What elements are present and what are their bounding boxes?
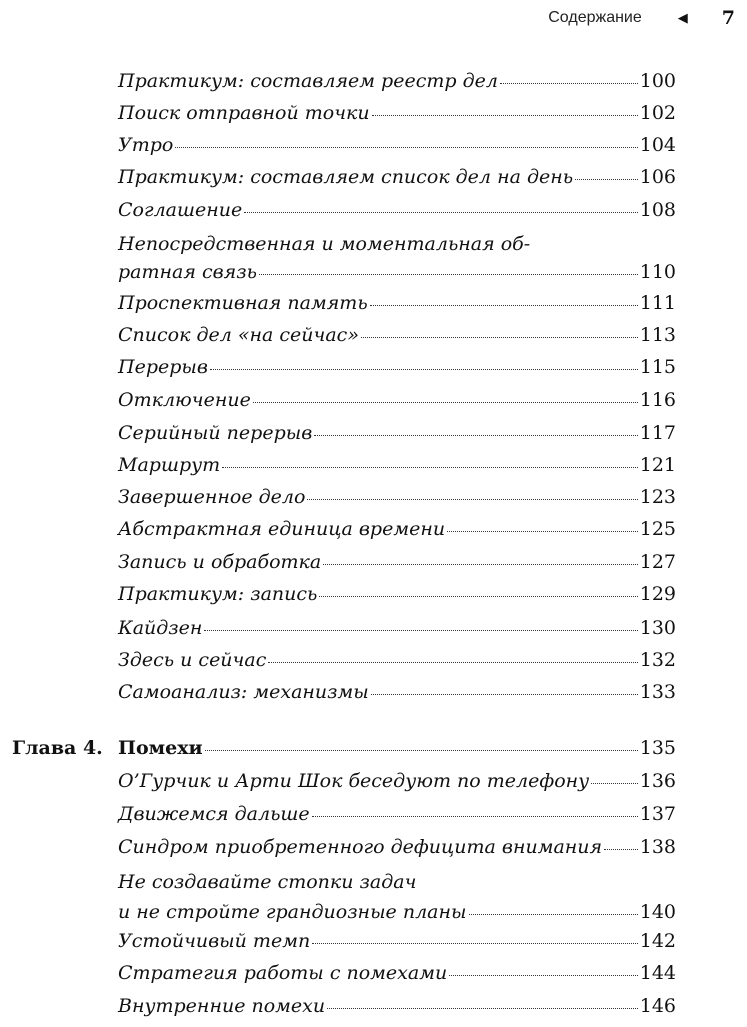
toc-entry[interactable] bbox=[118, 803, 676, 825]
toc-entry-page: 130 bbox=[639, 617, 676, 639]
leader-dots bbox=[370, 305, 638, 306]
toc-entry[interactable] bbox=[118, 422, 676, 444]
chapter-title: Помехи bbox=[118, 737, 203, 759]
toc-entry[interactable] bbox=[118, 649, 676, 671]
leader-dots bbox=[591, 783, 638, 784]
leader-dots bbox=[210, 369, 638, 370]
leader-dots bbox=[323, 564, 638, 565]
toc-entry[interactable] bbox=[118, 995, 676, 1017]
leader-dots bbox=[244, 212, 637, 213]
toc-entry[interactable] bbox=[118, 166, 676, 188]
leader-dots bbox=[447, 531, 638, 532]
leader-dots bbox=[314, 435, 637, 436]
toc-entry-page: 121 bbox=[639, 454, 676, 476]
chapter-page: 135 bbox=[639, 737, 676, 759]
page-number: 7 bbox=[721, 7, 735, 29]
toc-entry-page: 102 bbox=[639, 102, 676, 124]
toc-entry-page: 100 bbox=[639, 70, 676, 92]
toc-entry-page: 136 bbox=[639, 770, 676, 792]
toc-entry-page: 127 bbox=[639, 551, 676, 573]
leader-dots bbox=[575, 179, 638, 180]
leader-dots bbox=[500, 83, 638, 84]
toc-entry-page: 137 bbox=[639, 803, 676, 825]
toc-entry-page: 117 bbox=[639, 422, 676, 444]
toc-entry-title: Отключение bbox=[118, 389, 251, 411]
toc-entry-title: Внутренние помехи bbox=[118, 995, 326, 1017]
toc-entry-page: 140 bbox=[639, 901, 676, 923]
toc-entry-page: 125 bbox=[639, 518, 676, 540]
leader-dots bbox=[222, 467, 638, 468]
toc-entry[interactable] bbox=[118, 389, 676, 411]
leader-dots bbox=[604, 849, 638, 850]
toc-entry-page: 138 bbox=[639, 836, 676, 858]
toc-entry-title: Движемся дальше bbox=[118, 803, 310, 825]
leader-dots bbox=[307, 499, 637, 500]
toc-entry[interactable] bbox=[118, 356, 676, 378]
toc-entry-title: Перерыв bbox=[118, 356, 208, 378]
toc-entry-title: Синдром приобретенного дефицита внимания bbox=[118, 836, 603, 858]
toc-entry-page: 113 bbox=[639, 324, 676, 346]
leader-dots bbox=[204, 630, 637, 631]
toc-entry-page: 115 bbox=[639, 356, 676, 378]
leader-dots bbox=[327, 1008, 638, 1009]
toc-entry-page: 106 bbox=[639, 166, 676, 188]
chapter-heading[interactable] bbox=[12, 737, 676, 759]
toc-entry-page: 108 bbox=[639, 199, 676, 221]
toc-entry[interactable] bbox=[118, 681, 676, 703]
toc-entry-title: ратная связь bbox=[118, 261, 257, 283]
toc-entry[interactable] bbox=[118, 486, 676, 508]
toc-entry-page: 123 bbox=[639, 486, 676, 508]
toc-entry-title: Практикум: запись bbox=[118, 583, 318, 605]
toc-entry[interactable] bbox=[118, 836, 676, 858]
leader-dots bbox=[319, 596, 637, 597]
toc-entry-title: Серийный перерыв bbox=[118, 422, 313, 444]
toc-entry-title: Список дел «на сейчас» bbox=[118, 324, 359, 346]
toc-entry-title: Завершенное дело bbox=[118, 486, 306, 508]
toc-entry[interactable] bbox=[118, 230, 676, 286]
running-header bbox=[548, 6, 735, 30]
toc-entry[interactable] bbox=[118, 551, 676, 573]
leader-dots bbox=[175, 147, 637, 148]
toc-entry-page: 146 bbox=[639, 995, 676, 1017]
toc-entry[interactable] bbox=[118, 583, 676, 605]
toc-entry-title: Практикум: составляем реестр дел bbox=[118, 70, 498, 92]
toc-entry[interactable] bbox=[118, 770, 676, 792]
toc-entry-title: Самоанализ: механизмы bbox=[118, 681, 369, 703]
toc-entry-title-line1: Не создавайте стопки задач bbox=[118, 871, 417, 893]
toc-entry[interactable] bbox=[118, 292, 676, 314]
toc-entry-title-line1: Непосредственная и моментальная об- bbox=[118, 233, 531, 255]
toc-entry-title: Утро bbox=[118, 134, 174, 156]
leader-dots bbox=[259, 274, 638, 275]
toc-entry-page: 104 bbox=[639, 134, 676, 156]
toc-entry[interactable] bbox=[118, 134, 676, 156]
previous-page-arrow-icon[interactable]: ◀ bbox=[677, 10, 688, 26]
toc-entry-title: Кайдзен bbox=[118, 617, 203, 639]
leader-dots bbox=[371, 694, 638, 695]
toc-entry-title: Поиск отправной точки bbox=[118, 102, 370, 124]
toc-entry-page: 111 bbox=[639, 292, 676, 314]
toc-entry[interactable] bbox=[118, 199, 676, 221]
leader-dots bbox=[312, 816, 638, 817]
toc-entry-page: 142 bbox=[639, 930, 676, 952]
toc-entry-page: 132 bbox=[639, 649, 676, 671]
toc-entry-title: Соглашение bbox=[118, 199, 243, 221]
chapter-label: Глава 4. bbox=[12, 737, 103, 759]
toc-entry[interactable] bbox=[118, 102, 676, 124]
leader-dots bbox=[469, 914, 638, 915]
leader-dots bbox=[312, 943, 638, 944]
leader-dots bbox=[361, 337, 638, 338]
toc-entry[interactable] bbox=[118, 70, 676, 92]
toc-entry[interactable] bbox=[118, 930, 676, 952]
toc-entry[interactable] bbox=[118, 324, 676, 346]
toc-entry-page: 129 bbox=[639, 583, 676, 605]
toc-entry[interactable] bbox=[118, 454, 676, 476]
toc-entry-title: О’Гурчик и Арти Шок беседуют по телефону bbox=[118, 770, 590, 792]
toc-entry[interactable] bbox=[118, 867, 676, 927]
leader-dots bbox=[372, 115, 638, 116]
leader-dots bbox=[449, 975, 638, 976]
toc-entry-page: 116 bbox=[639, 389, 676, 411]
toc-entry[interactable] bbox=[118, 962, 676, 984]
toc-entry[interactable] bbox=[118, 617, 676, 639]
leader-dots bbox=[268, 662, 637, 663]
toc-entry-page: 133 bbox=[639, 681, 676, 703]
toc-entry-title: Проспективная память bbox=[118, 292, 368, 314]
toc-entry-title: Устойчивый темп bbox=[118, 930, 311, 952]
leader-dots bbox=[253, 402, 638, 403]
toc-entry-page: 110 bbox=[639, 261, 676, 283]
toc-entry-title: Практикум: составляем список дел на день bbox=[118, 166, 574, 188]
toc-entry-title: Абстрактная единица времени bbox=[118, 518, 446, 540]
toc-entry-title: и не стройте грандиозные планы bbox=[118, 901, 467, 923]
toc-entry-page: 144 bbox=[639, 962, 676, 984]
toc-entry-title: Стратегия работы с помехами bbox=[118, 962, 448, 984]
toc-entry-title: Здесь и сейчас bbox=[118, 649, 267, 671]
header-title: Содержание bbox=[548, 9, 642, 26]
toc-entry-title: Запись и обработка bbox=[118, 551, 322, 573]
toc-entry-title: Маршрут bbox=[118, 454, 221, 476]
leader-dots bbox=[205, 750, 638, 751]
toc-entry[interactable] bbox=[118, 518, 676, 540]
